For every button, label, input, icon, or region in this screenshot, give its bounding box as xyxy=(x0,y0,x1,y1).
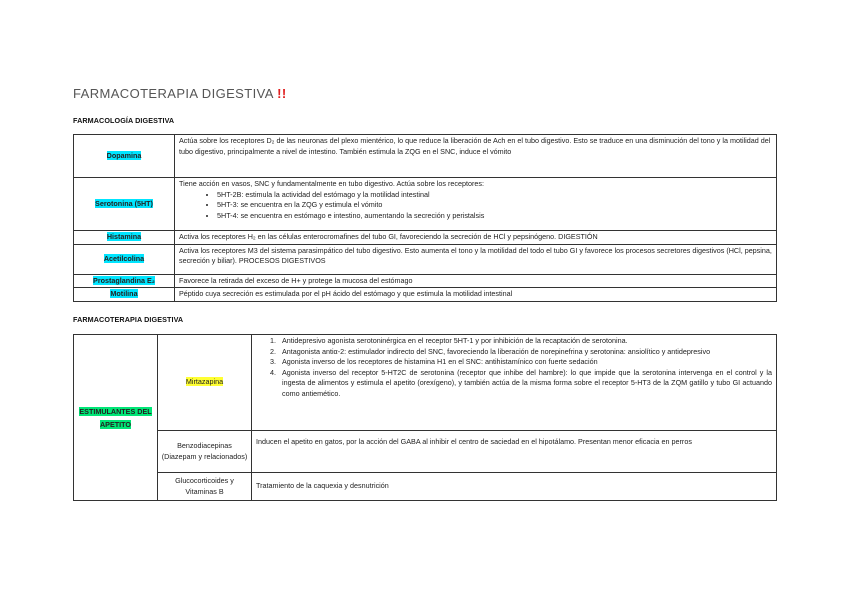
drug-description xyxy=(252,335,777,431)
pharmacology-heading: FARMACOLOGÍA DIGESTIVA xyxy=(73,116,175,125)
list-item: 1. Antidepresivo agonista serotoninérgica en el receptor 5HT-1 y por inhibición de la recaptación de serotonina. xyxy=(278,336,772,347)
group-label: ESTIMULANTES DEL APETITO xyxy=(79,406,152,429)
row-label-cell xyxy=(74,288,175,302)
table-row xyxy=(74,178,777,231)
group-label-cell xyxy=(74,335,158,501)
table-row xyxy=(74,288,777,302)
row-label-dopamina: Dopamina xyxy=(106,150,142,160)
row-text: Tiene acción en vasos, SNC y fundamentalmente en tubo digestivo. Actúa sobre los receptores: xyxy=(179,179,484,188)
drug-name-cell xyxy=(158,335,252,431)
row-label-serotonina: Serotonina (5HT) xyxy=(95,198,153,208)
list-item: • 5HT-3: se encuentra en la ZQG y estimula el vómito xyxy=(217,200,772,211)
table-row xyxy=(74,473,777,501)
list-item: 3. Agonista inverso de los receptores de histamina H1 en el SNC: antihistamínico con fuerte sedación xyxy=(278,357,772,368)
row-label-cell xyxy=(74,244,175,274)
row-label-cell xyxy=(74,231,175,245)
drug-description: Inducen el apetito en gatos, por la acción del GABA al inhibir el centro de saciedad en el hipotálamo. Presentan menor eficacia en perros xyxy=(252,431,777,473)
row-text: Actúa sobre los receptores D₂ de las neuronas del plexo mientérico, lo que reduce la liberación de Ach en el tubo digestivo. Esto se traduce en una disminución del tono y la motilidad del tubo digestivo, principalmente a nivel de intestino. También estimula la ZQG en el SNC, induce el vómito xyxy=(175,135,777,178)
page-title-text: FARMACOTERAPIA DIGESTIVA xyxy=(73,86,274,101)
title-emphasis: !! xyxy=(277,86,287,101)
drug-name-mirtazapina: Mirtazapina xyxy=(185,377,224,387)
mirtazapina-list xyxy=(256,336,772,399)
row-label-motilina: Motilina xyxy=(110,289,138,298)
row-label-cell xyxy=(74,178,175,231)
row-label-prostaglandina: Prostaglandina E₂ xyxy=(93,275,155,285)
row-text: Favorece la retirada del exceso de H+ y protege la mucosa del estómago xyxy=(175,274,777,288)
table-row xyxy=(74,335,777,431)
receptor-list xyxy=(179,190,772,222)
table-row xyxy=(74,135,777,178)
table-row xyxy=(74,431,777,473)
therapy-heading: FARMACOTERAPIA DIGESTIVA xyxy=(73,315,184,324)
table-row xyxy=(74,231,777,245)
list-item: • 5HT-4: se encuentra en estómago e intestino, aumentando la secreción y peristalsis xyxy=(217,211,772,222)
table-row xyxy=(74,274,777,288)
row-label-cell xyxy=(74,135,175,178)
pharmacology-table xyxy=(73,134,777,302)
row-text: Péptido cuya secreción es estimulada por el pH ácido del estómago y que estimula la motilidad intestinal xyxy=(175,288,777,302)
page-title xyxy=(73,86,287,101)
row-label-acetilcolina: Acetilcolina xyxy=(103,253,145,263)
row-label-histamina: Histamina xyxy=(106,232,142,241)
drug-name-benzodiacepinas: Benzodiacepinas (Diazepam y relacionados) xyxy=(158,431,252,473)
list-item: 4. Agonista inverso del receptor 5-HT2C de serotonina (receptor que inhibe del hambre): lo que impide que la serotonina intervenga en el control y la ingesta de alimentos y estimula el apetito (orexígeno), y también actúa de la misma forma sobre el receptor 5-HT3 de la ZQM gatillo y tubo GI actuando como antiemético. xyxy=(278,368,772,400)
row-text: Activa los receptores H₂ en las células enterocromafines del tubo GI, favoreciendo la secreción de HCl y pepsinógeno. DIGESTIÓN xyxy=(175,231,777,245)
list-item: • 5HT-2B: estimula la actividad del estómago y la motilidad intestinal xyxy=(217,190,772,201)
drug-description: Tratamiento de la caquexia y desnutrición xyxy=(252,473,777,501)
row-content xyxy=(175,178,777,231)
drug-name-glucocorticoides: Glucocorticoides y Vitaminas B xyxy=(158,473,252,501)
therapy-table xyxy=(73,334,777,501)
list-item: 2. Antagonista antiα-2: estimulador indirecto del SNC, favoreciendo la liberación de norepinefrina y serotonina: ansiolítico y antidepresivo xyxy=(278,347,772,358)
table-row xyxy=(74,244,777,274)
row-text: Activa los receptores M3 del sistema parasimpático del tubo digestivo. Esto aumenta el tono y la motilidad del todo el tubo GI y favorece los procesos secretores digestivos (HCl, pepsina, secreción y biliar). PROCESOS DIGESTIVOS xyxy=(175,244,777,274)
row-label-cell xyxy=(74,274,175,288)
